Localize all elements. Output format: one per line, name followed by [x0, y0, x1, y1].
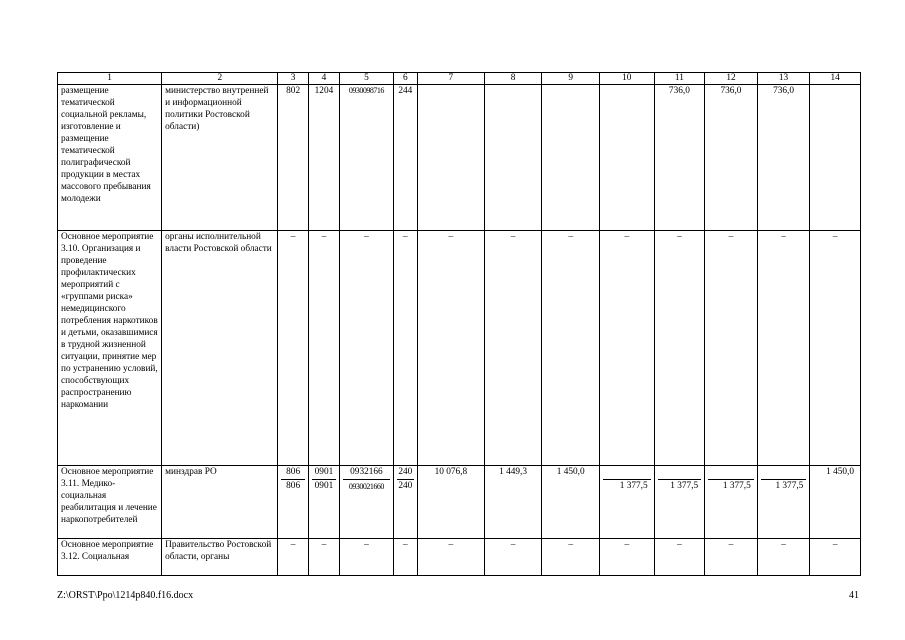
dash-cell: – [340, 231, 394, 466]
table-row [58, 231, 861, 466]
csr-cell [340, 466, 394, 539]
value-cell [810, 466, 861, 539]
grbs-cell: 802 [278, 85, 308, 231]
sub-value: 10 076,8 [434, 467, 468, 477]
sub-value-empty [658, 466, 702, 479]
value-cell: 736,0 [757, 85, 810, 231]
sub-value: 1 377,5 [708, 479, 754, 493]
value-cell: 736,0 [654, 85, 705, 231]
table-row [58, 539, 861, 576]
sub-value: 0932166 [350, 467, 383, 477]
sub-value: 1 450,0 [826, 467, 854, 477]
dash-cell: – [654, 231, 705, 466]
sub-value: 1 377,5 [603, 479, 651, 493]
dash-cell: – [705, 539, 758, 576]
value-cell [705, 466, 758, 539]
dash-cell: – [757, 231, 810, 466]
dash-cell: – [542, 539, 600, 576]
rzpr-cell [308, 466, 339, 539]
sub-value: 806 [286, 467, 301, 477]
sub-value: 0930021660 [343, 479, 390, 493]
csr-cell: 0930098716 [340, 85, 394, 231]
value-cell [600, 466, 655, 539]
dash-cell: – [484, 539, 542, 576]
activity-cell: Основное мероприятие 3.12. Социальная [58, 539, 162, 576]
value-cell [417, 85, 484, 231]
activity-cell: Основное мероприятие 3.11. Медико-социальная реабилитация и лечение наркопотребителей [58, 466, 162, 539]
header-cell: 14 [810, 73, 861, 85]
page-number: 41 [849, 590, 859, 601]
dash-cell: – [810, 539, 861, 576]
rzpr-cell: 1204 [308, 85, 339, 231]
value-cell [417, 466, 484, 539]
header-cell: 7 [417, 73, 484, 85]
activity-cell: Основное мероприятие 3.10. Организация и проведение профилактических мероприятий с «группами риска» немедицинского потребления наркотиков и детьми, оказавшимися в трудной жизненной ситуации, принятие мер по устранению условий, способствующих распространению наркомании [58, 231, 162, 466]
sub-value: 1 449,3 [499, 467, 527, 477]
value-cell [484, 85, 542, 231]
header-cell: 13 [757, 73, 810, 85]
sub-value: 806 [281, 479, 304, 493]
dash-cell: – [810, 231, 861, 466]
value-cell: 736,0 [705, 85, 758, 231]
sub-value: 0901 [312, 479, 336, 493]
sub-value: 240 [398, 467, 413, 477]
dash-cell: – [308, 231, 339, 466]
dash-cell: – [757, 539, 810, 576]
file-path: Z:\ORST\Ppo\1214p840.f16.docx [57, 590, 194, 601]
vr-cell [393, 466, 417, 539]
dash-cell: – [393, 231, 417, 466]
header-cell: 3 [278, 73, 308, 85]
column-number-row [58, 73, 861, 85]
dash-cell: – [600, 231, 655, 466]
grbs-cell [278, 466, 308, 539]
dash-cell: – [654, 539, 705, 576]
activity-cell: размещение тематической социальной рекламы, изготовление и размещение тематической полиграфической продукции в местах массового пребывания молодежи [58, 85, 162, 231]
sub-value: 1 377,5 [658, 479, 702, 493]
dash-cell: – [340, 539, 394, 576]
sub-value-empty [761, 466, 807, 479]
executor-cell: органы исполнительной власти Ростовской области [162, 231, 278, 466]
executor-cell: министерство внутренней и информационной политики Ростовской области) [162, 85, 278, 231]
sub-value: 240 [398, 481, 413, 491]
dash-cell: – [705, 231, 758, 466]
header-cell: 4 [308, 73, 339, 85]
table-row [58, 466, 861, 539]
value-cell [654, 466, 705, 539]
header-cell: 9 [542, 73, 600, 85]
sub-value-empty [603, 466, 651, 479]
vr-cell: 244 [393, 85, 417, 231]
sub-value: 1 377,5 [761, 479, 807, 493]
dash-cell: – [600, 539, 655, 576]
header-cell: 12 [705, 73, 758, 85]
header-cell: 10 [600, 73, 655, 85]
dash-cell: – [278, 231, 308, 466]
dash-cell: – [417, 539, 484, 576]
value-cell [810, 85, 861, 231]
sub-value-empty [708, 466, 754, 479]
header-cell: 6 [393, 73, 417, 85]
value-cell [757, 466, 810, 539]
table-row [58, 85, 861, 231]
header-cell: 2 [162, 73, 278, 85]
header-cell: 8 [484, 73, 542, 85]
header-cell: 5 [340, 73, 394, 85]
dash-cell: – [484, 231, 542, 466]
dash-cell: – [393, 539, 417, 576]
value-cell [484, 466, 542, 539]
dash-cell: – [417, 231, 484, 466]
budget-table [57, 72, 861, 576]
sub-value: 1 450,0 [556, 467, 585, 477]
dash-cell: – [308, 539, 339, 576]
dash-cell: – [542, 231, 600, 466]
sub-value: 0901 [314, 467, 334, 477]
value-cell [542, 85, 600, 231]
value-cell [542, 466, 600, 539]
dash-cell: – [278, 539, 308, 576]
header-cell: 11 [654, 73, 705, 85]
executor-cell: Правительство Ростовской области, органы [162, 539, 278, 576]
value-cell [600, 85, 655, 231]
executor-cell: минздрав РО [162, 466, 278, 539]
header-cell: 1 [58, 73, 162, 85]
